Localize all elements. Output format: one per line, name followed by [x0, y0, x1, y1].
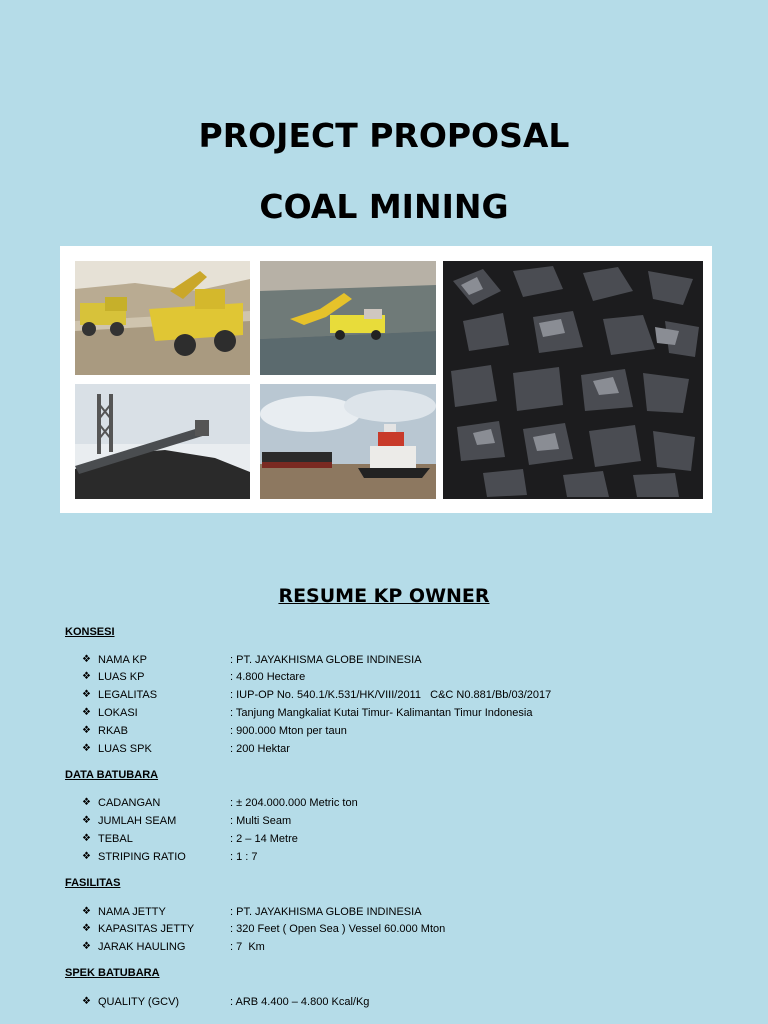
- list-item: [82, 849, 762, 865]
- conveyor-stockpile-photo: [75, 384, 250, 499]
- row-label: LUAS SPK: [98, 743, 152, 755]
- bullet-diamond-icon: ❖: [82, 725, 91, 736]
- bullet-diamond-icon: ❖: [82, 923, 91, 934]
- row-value: : ± 204.000.000 Metric ton: [230, 797, 358, 809]
- list-item: [82, 723, 762, 739]
- row-label: CADANGAN: [98, 797, 161, 809]
- bullet-diamond-icon: ❖: [82, 654, 91, 665]
- list-item: [82, 669, 762, 685]
- row-label: LOKASI: [98, 707, 138, 719]
- bullet-diamond-icon: ❖: [82, 996, 91, 1007]
- row-value: : ARB 4.400 – 4.800 Kcal/Kg: [230, 996, 370, 1008]
- row-value: : Multi Seam: [230, 815, 292, 827]
- row-label: JARAK HAULING: [98, 941, 186, 953]
- row-label: TEBAL: [98, 833, 133, 845]
- bullet-diamond-icon: ❖: [82, 851, 91, 862]
- row-value: : 4.800 Hectare: [230, 671, 306, 683]
- row-label: JUMLAH SEAM: [98, 815, 177, 827]
- dump-trucks-photo: [75, 261, 250, 375]
- bullet-diamond-icon: ❖: [82, 815, 91, 826]
- list-item: [82, 813, 762, 829]
- bullet-diamond-icon: ❖: [82, 743, 91, 754]
- section-fasilitas-heading: FASILITAS: [65, 877, 121, 889]
- row-value: : 200 Hektar: [230, 743, 290, 755]
- tugboat-barge-photo: [260, 384, 436, 499]
- photo-collage: [60, 246, 712, 513]
- excavator-photo: [260, 261, 436, 375]
- bullet-diamond-icon: ❖: [82, 707, 91, 718]
- list-item: [82, 741, 762, 757]
- row-value: : Tanjung Mangkaliat Kutai Timur- Kalimantan Timur Indonesia: [230, 707, 533, 719]
- row-value: : 320 Feet ( Open Sea ) Vessel 60.000 Mton: [230, 923, 446, 935]
- row-value: : 1 : 7: [230, 851, 258, 863]
- row-label: RKAB: [98, 725, 128, 737]
- bullet-diamond-icon: ❖: [82, 941, 91, 952]
- coal-lumps-photo: [443, 261, 703, 499]
- section-konsesi-heading: KONSESI: [65, 626, 115, 638]
- list-item: [82, 795, 762, 811]
- bullet-diamond-icon: ❖: [82, 833, 91, 844]
- title-line-2: COAL MINING: [259, 187, 509, 226]
- list-item: [82, 705, 762, 721]
- list-item: [82, 687, 762, 703]
- list-item: [82, 652, 762, 668]
- bullet-diamond-icon: ❖: [82, 689, 91, 700]
- resume-heading: RESUME KP OWNER: [278, 585, 490, 607]
- bullet-diamond-icon: ❖: [82, 797, 91, 808]
- row-label: QUALITY (GCV): [98, 996, 180, 1008]
- bullet-diamond-icon: ❖: [82, 671, 91, 682]
- row-value: : IUP-OP No. 540.1/K.531/HK/VIII/2011 C&C N0.881/Bb/03/2017: [230, 689, 552, 701]
- row-value: : PT. JAYAKHISMA GLOBE INDINESIA: [230, 906, 422, 918]
- section-spek-batubara-heading: SPEK BATUBARA: [65, 967, 160, 979]
- bullet-diamond-icon: ❖: [82, 906, 91, 917]
- row-label: NAMA KP: [98, 654, 147, 666]
- row-label: NAMA JETTY: [98, 906, 166, 918]
- list-item: [82, 904, 762, 920]
- list-item: [82, 831, 762, 847]
- title-line-1: PROJECT PROPOSAL: [198, 116, 570, 155]
- row-value: : 900.000 Mton per taun: [230, 725, 347, 737]
- row-label: KAPASITAS JETTY: [98, 923, 195, 935]
- row-label: LEGALITAS: [98, 689, 158, 701]
- list-item: [82, 939, 762, 955]
- row-value: : PT. JAYAKHISMA GLOBE INDINESIA: [230, 654, 422, 666]
- list-item: [82, 921, 762, 937]
- row-label: LUAS KP: [98, 671, 145, 683]
- row-label: STRIPING RATIO: [98, 851, 186, 863]
- section-data-batubara-heading: DATA BATUBARA: [65, 769, 159, 781]
- list-item: [82, 994, 762, 1010]
- row-value: : 7 Km: [230, 941, 265, 953]
- row-value: : 2 – 14 Metre: [230, 833, 298, 845]
